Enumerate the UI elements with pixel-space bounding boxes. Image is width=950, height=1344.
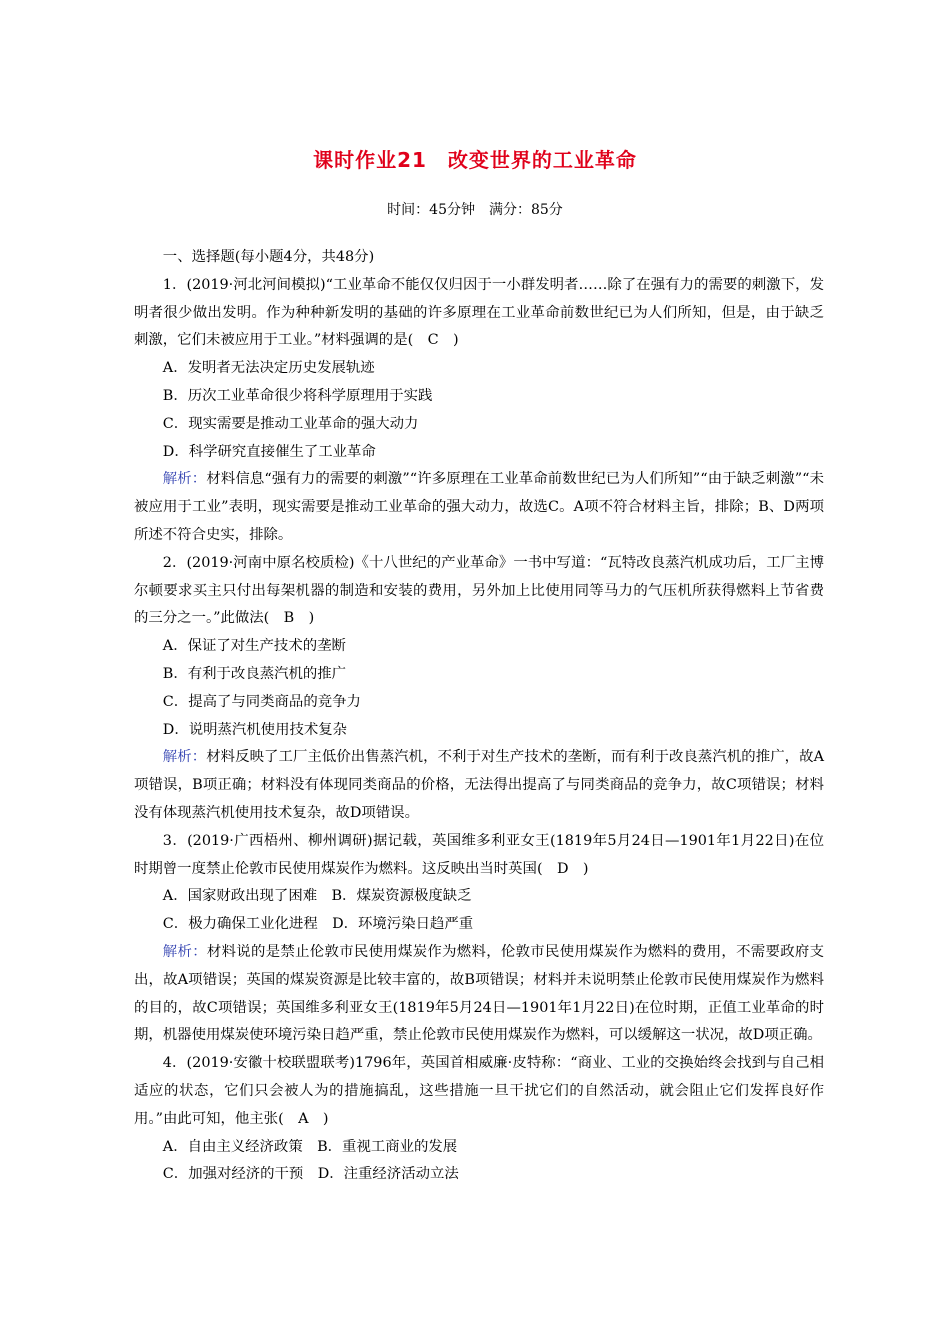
document-title: 课时作业21 改变世界的工业革命 [313,148,637,172]
analysis-label: 解析： [162,943,207,960]
question-1-analysis [134,466,824,549]
question-1-option-b: B．历次工业革命很少将科学原理用于实践 [162,387,433,404]
question-3-analysis [134,939,824,1050]
question-2-option-a: A．保证了对生产技术的垄断 [162,638,346,655]
question-4-options-ab: A．自由主义经济政策 B．重视工商业的发展 [162,1138,458,1155]
time-score-info: 时间：45分钟 满分：85分 [387,202,563,218]
question-4-options-cd: C．加强对经济的干预 D．注重经济活动立法 [162,1166,459,1183]
document-body [134,244,824,1189]
analysis-label: 解析： [162,749,207,766]
question-2-stem: 2．(2019·河南中原名校质检)《十八世纪的产业革命》一书中写道：“瓦特改良蒸汽机成功后，工厂主博尔顿要求买主只付出每架机器的制造和安装的费用，另外加上比使用同等马力的气压机所获得燃料上节省费的三分之一。”此做法( B ) [134,554,824,627]
question-3-options-ab: A．国家财政出现了困难 B．煤炭资源极度缺乏 [162,888,472,905]
question-1-option-a: A．发明者无法决定历史发展轨迹 [162,360,375,377]
question-2-option-d: D．说明蒸汽机使用技术复杂 [162,721,348,738]
question-1-stem: 1．(2019·河北河间模拟)“工业革命不能仅仅归因于一小群发明者……除了在强有力的需要的刺激下，发明者很少做出发明。作为种种新发明的基础的许多原理在工业革命前数世纪已为人们所知，但是，由于缺乏刺激，它们未被应用于工业。”材料强调的是( C ) [134,276,824,349]
question-1-option-d: D．科学研究直接催生了工业革命 [162,443,376,460]
question-1-option-c: C．现实需要是推动工业革命的强大动力 [162,415,419,432]
analysis-label: 解析： [162,471,207,488]
question-3-options-cd: C．极力确保工业化进程 D．环境污染日趋严重 [162,916,474,933]
question-2-option-b: B．有利于改良蒸汽机的推广 [162,665,347,682]
question-2-analysis-text: 材料反映了工厂主低价出售蒸汽机，不利于对生产技术的垄断，而有利于改良蒸汽机的推广，故A项错误，B项正确；材料没有体现同类商品的价格，无法得出提高了与同类商品的竞争力，故C项错误；材料没有体现蒸汽机使用技术复杂，故D项错误。 [134,749,824,821]
question-1-analysis-text: 材料信息“强有力的需要的刺激”“许多原理在工业革命前数世纪已为人们所知”“由于缺乏刺激”“未被应用于工业”表明，现实需要是推动工业革命的强大动力，故选C。A项不符合材料主旨，排除；B、D两项所述不符合史实，排除。 [134,471,824,543]
question-2-option-c: C．提高了与同类商品的竞争力 [162,693,361,710]
question-2-analysis [134,744,824,827]
section-heading: 一、选择题(每小题4分，共48分) [162,249,375,265]
question-3-stem: 3．(2019·广西梧州、柳州调研)据记载，英国维多利亚女王(1819年5月24日—1901年1月22日)在位时期曾一度禁止伦敦市民使用煤炭作为燃料。这反映出当时英国( D ) [134,832,824,877]
question-3-analysis-text: 材料说的是禁止伦敦市民使用煤炭作为燃料，伦敦市民使用煤炭作为燃料的费用，不需要政府支出，故A项错误；英国的煤炭资源是比较丰富的，故B项错误；材料并未说明禁止伦敦市民使用煤炭作为燃料的目的，故C项错误；英国维多利亚女王(1819年5月24日—1901年1月22日)在位时期，正值工业革命的时期，机器使用煤炭使环境污染日趋严重，禁止伦敦市民使用煤炭作为燃料，可以缓解这一状况，故D项正确。 [134,943,824,1044]
question-4-stem: 4．(2019·安徽十校联盟联考)1796年，英国首相威廉·皮特称：“商业、工业的交换始终会找到与自己相适应的状态，它们只会被人为的措施搞乱，这些措施一旦干扰它们的自然活动，就会阻止它们发挥良好作用。”由此可知，他主张( A ) [134,1055,824,1127]
